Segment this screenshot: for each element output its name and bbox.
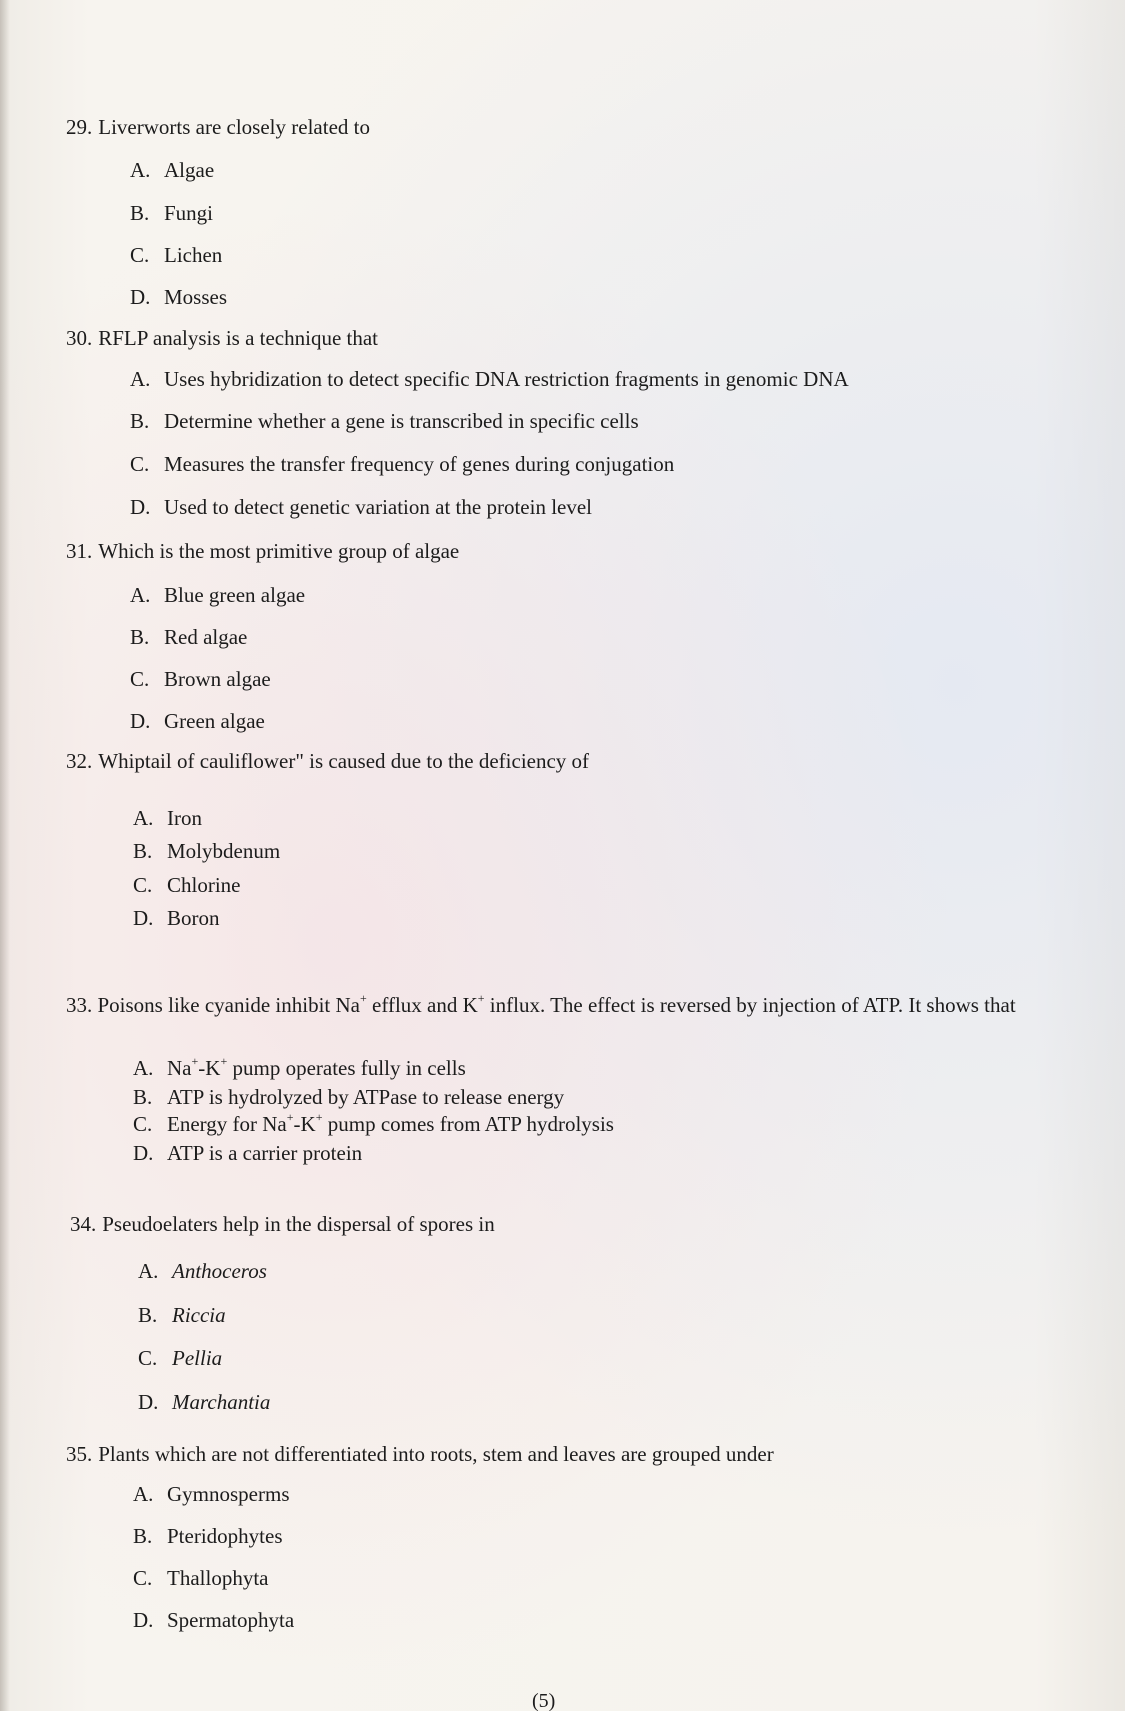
option-35-b [133, 1523, 283, 1549]
option-31-c [130, 666, 271, 692]
option-text: Used to detect genetic variation at the protein level [164, 495, 592, 519]
option-30-b [130, 408, 639, 434]
option-35-c [133, 1565, 268, 1591]
option-letter: B. [138, 1303, 158, 1327]
option-text: Gymnosperms [167, 1482, 290, 1506]
option-letter: C. [130, 243, 150, 267]
option-31-a [130, 582, 305, 608]
question-number: 33. [66, 993, 93, 1017]
option-letter: C. [133, 1566, 153, 1590]
option-letter: B. [133, 839, 153, 863]
option-letter: A. [130, 367, 151, 391]
option-34-d [138, 1389, 270, 1415]
option-text: Fungi [164, 201, 214, 225]
option-32-d [133, 905, 220, 931]
option-29-d [130, 284, 227, 310]
question-text: Plants which are not differentiated into roots, stem and leaves are grouped under [98, 1442, 774, 1466]
option-33-d [133, 1140, 362, 1166]
option-text: Mosses [164, 285, 228, 309]
option-35-a [133, 1481, 290, 1507]
option-letter: C. [130, 452, 150, 476]
option-letter: D. [130, 495, 151, 519]
option-29-a [130, 157, 214, 183]
option-letter: B. [130, 409, 150, 433]
question-number: 32. [66, 749, 93, 773]
page-number: (5) [532, 1690, 556, 1711]
option-text: Marchantia [172, 1390, 271, 1414]
option-letter: A. [133, 1056, 154, 1080]
question-text: Poisons like cyanide inhibit Na+ efflux and K+ influx. The effect is reversed by injection of ATP. It shows that [97, 991, 1016, 1017]
option-text: Pteridophytes [167, 1524, 283, 1548]
question-text: Which is the most primitive group of algae [98, 539, 460, 563]
option-text: Riccia [172, 1303, 226, 1327]
option-text: Energy for Na+-K+ pump comes from ATP hydrolysis [167, 1110, 614, 1136]
option-34-c [138, 1345, 222, 1371]
option-31-d [130, 708, 265, 734]
option-30-d [130, 494, 592, 520]
option-letter: B. [133, 1524, 153, 1548]
option-35-d [133, 1607, 294, 1633]
option-text: ATP is hydrolyzed by ATPase to release energy [167, 1085, 565, 1109]
option-text: Red algae [164, 625, 248, 649]
question-text: Pseudoelaters help in the dispersal of spores in [102, 1212, 495, 1236]
option-letter: D. [138, 1390, 159, 1414]
option-29-b [130, 200, 213, 226]
option-letter: D. [133, 1141, 154, 1165]
option-letter: B. [133, 1085, 153, 1109]
option-letter: B. [130, 625, 150, 649]
question-32 [66, 748, 589, 774]
option-text: Brown algae [164, 667, 271, 691]
question-35 [66, 1441, 774, 1467]
option-letter: D. [133, 1608, 154, 1632]
question-number: 31. [66, 539, 93, 563]
option-30-c [130, 451, 674, 477]
question-text: Whiptail of cauliflower" is caused due to the deficiency of [98, 749, 590, 773]
option-letter: D. [130, 709, 151, 733]
question-31 [66, 538, 459, 564]
option-text: Pellia [172, 1346, 223, 1370]
option-29-c [130, 242, 222, 268]
option-34-b [138, 1302, 226, 1328]
option-letter: C. [133, 873, 153, 897]
option-34-a [138, 1258, 267, 1284]
option-text: Spermatophyta [167, 1608, 295, 1632]
option-letter: C. [130, 667, 150, 691]
option-32-b [133, 838, 280, 864]
question-30 [66, 325, 378, 351]
question-33 [66, 992, 1076, 1019]
option-text: Chlorine [167, 873, 241, 897]
question-number: 29. [66, 115, 93, 139]
option-text: Blue green algae [164, 583, 306, 607]
option-text: ATP is a carrier protein [167, 1141, 363, 1165]
question-number: 30. [66, 326, 93, 350]
question-text: RFLP analysis is a technique that [98, 326, 379, 350]
option-text: Algae [164, 158, 215, 182]
option-33-a [133, 1055, 466, 1081]
option-32-a [133, 805, 202, 831]
option-letter: A. [133, 1482, 154, 1506]
option-letter: C. [133, 1112, 153, 1136]
option-text: Green algae [164, 709, 265, 733]
option-text: Boron [167, 906, 220, 930]
question-34 [70, 1211, 495, 1237]
option-text: Lichen [164, 243, 223, 267]
option-text: Measures the transfer frequency of genes during conjugation [164, 452, 675, 476]
option-33-b [133, 1084, 564, 1110]
page-edge-shadow [0, 0, 10, 1711]
option-letter: A. [130, 583, 151, 607]
option-32-c [133, 872, 241, 898]
option-letter: A. [138, 1259, 159, 1283]
option-text: Thallophyta [167, 1566, 269, 1590]
option-30-a [130, 366, 849, 392]
option-letter: B. [130, 201, 150, 225]
question-29 [66, 114, 370, 140]
option-33-c [133, 1111, 614, 1137]
question-text: Liverworts are closely related to [98, 115, 370, 139]
question-number: 35. [66, 1442, 93, 1466]
option-text: Anthoceros [172, 1259, 267, 1283]
option-text: Molybdenum [167, 839, 281, 863]
option-letter: A. [133, 806, 154, 830]
option-letter: D. [130, 285, 151, 309]
option-text: Determine whether a gene is transcribed in specific cells [164, 409, 639, 433]
option-letter: D. [133, 906, 154, 930]
option-text: Iron [167, 806, 202, 830]
option-text: Na+-K+ pump operates fully in cells [167, 1054, 466, 1080]
option-31-b [130, 624, 247, 650]
option-letter: A. [130, 158, 151, 182]
question-number: 34. [70, 1212, 97, 1236]
option-letter: C. [138, 1346, 158, 1370]
option-text: Uses hybridization to detect specific DNA restriction fragments in genomic DNA [164, 367, 849, 391]
